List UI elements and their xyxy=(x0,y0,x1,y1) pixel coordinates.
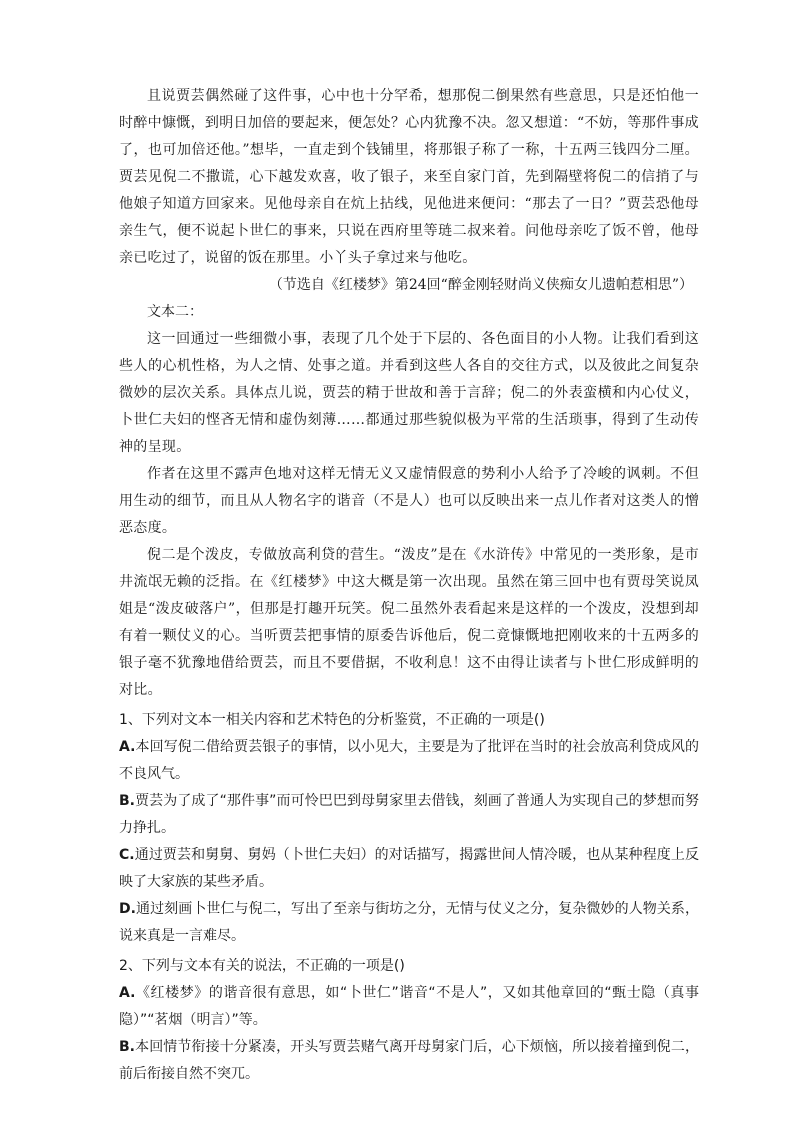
question-1-option-d xyxy=(119,896,699,950)
question-1-stem: 1、下列对文本一相关内容和艺术特色的分析鉴赏，不正确的一项是() xyxy=(119,712,545,728)
text2-paragraph-1: 这一回通过一些细微小事，表现了几个处于下层的、各色面目的小人物。让我们看到这些人的心机性格，为人之情、处事之道。并看到这些人各自的交往方式，以及彼此之间复杂微妙的层次关系。具体点儿说，贾芸的精于世故和善于言辞；倪二的外表蛮横和内心仗义，卜世仁夫妇的悭吝无情和虚伪刻薄……都通过那些貌似极为平常的生活琐事，得到了生动传神的呈现。 xyxy=(119,331,699,455)
text1-source: （节选自《红楼梦》第24回“醉金刚轻财尚义侠痴女儿遗帕惹相思”） xyxy=(268,277,693,293)
option-letter: B. xyxy=(119,793,135,809)
option-text: 通过刻画卜世仁与倪二，写出了至亲与街坊之分，无情与仗义之分，复杂微妙的人物关系，说来真是一言难尽。 xyxy=(119,901,699,944)
text1-paragraph: 且说贾芸偶然碰了这件事，心中也十分罕希，想那倪二倒果然有些意思，只是还怕他一时醉中慷慨，到明日加倍的要起来，便怎处？心内犹豫不决。忽又想道：“不妨，等那件事成了，也可加倍还他。”想毕，一直走到个钱铺里，将那银子称了一称，十五两三钱四分二厘。贾芸见倪二不撒谎，心下越发欢喜，收了银子，来至自家门首，先到隔壁将倪二的信捎了与他娘子知道方回家来。见他母亲自在炕上拈线，见他进来便问：“那去了一日？”贾芸恐他母亲生气，便不说起卜世仁的事来，只说在西府里等琏二叔来着。问他母亲吃了饭不曾，他母亲已吃过了，说留的饭在那里。小丫头子拿过来与他吃。 xyxy=(119,88,699,266)
option-text: 《红楼梦》的谐音很有意思，如“卜世仁”谐音“不是人”，又如其他章回的“甄士隐（真事隐）”“茗烟（明言）”等。 xyxy=(119,985,699,1028)
option-text: 通过贾芸和舅舅、舅妈（卜世仁夫妇）的对话描写，揭露世间人情冷暖，也从某种程度上反映了大家族的某些矛盾。 xyxy=(119,847,699,890)
question-1-option-a xyxy=(119,734,699,788)
option-letter: B. xyxy=(119,1039,135,1055)
option-letter: A. xyxy=(119,985,136,1001)
option-text: 本回情节衔接十分紧凑，开头写贾芸赌气离开母舅家门后，心下烦恼，所以接着撞到倪二，前后衔接自然不突兀。 xyxy=(119,1039,699,1082)
text2-paragraph-2: 作者在这里不露声色地对这样无情无义又虚情假意的势利小人给予了冷峻的讽刺。不但用生动的细节，而且从人物名字的谐音（不是人）也可以反映出来一点儿作者对这类人的憎恶态度。 xyxy=(119,466,699,536)
question-2-stem: 2、下列与文本有关的说法，不正确的一项是() xyxy=(119,958,405,974)
document-page xyxy=(119,83,699,1088)
option-letter: D. xyxy=(119,901,136,917)
option-text: 贾芸为了成了“那件事”而可怜巴巴到母舅家里去借钱，刻画了普通人为实现自己的梦想而努力挣扎。 xyxy=(119,793,699,836)
question-2-option-b xyxy=(119,1034,699,1088)
option-letter: C. xyxy=(119,847,135,863)
text2-paragraph-3: 倪二是个泼皮，专做放高利贷的营生。“泼皮”是在《水浒传》中常见的一类形象，是市井流氓无赖的泛指。在《红楼梦》中这大概是第一次出现。虽然在第三回中也有贾母笑说凤姐是“泼皮破落户”，但那是打趣开玩笑。倪二虽然外表看起来是这样的一个泼皮，没想到却有着一颗仗义的心。当听贾芸把事情的原委告诉他后，倪二竟慷慨地把刚收来的十五两多的银子毫不犹豫地借给贾芸，而且不要借据，不收利息！这不由得让读者与卜世仁形成鲜明的对比。 xyxy=(119,547,699,698)
question-1-option-b xyxy=(119,788,699,842)
question-2-option-a xyxy=(119,980,699,1034)
option-text: 本回写倪二借给贾芸银子的事情，以小见大，主要是为了批评在当时的社会放高利贷成风的不良风气。 xyxy=(119,739,699,782)
question-1-option-c xyxy=(119,842,699,896)
text2-heading: 文本二： xyxy=(147,304,203,320)
option-letter: A. xyxy=(119,739,136,755)
